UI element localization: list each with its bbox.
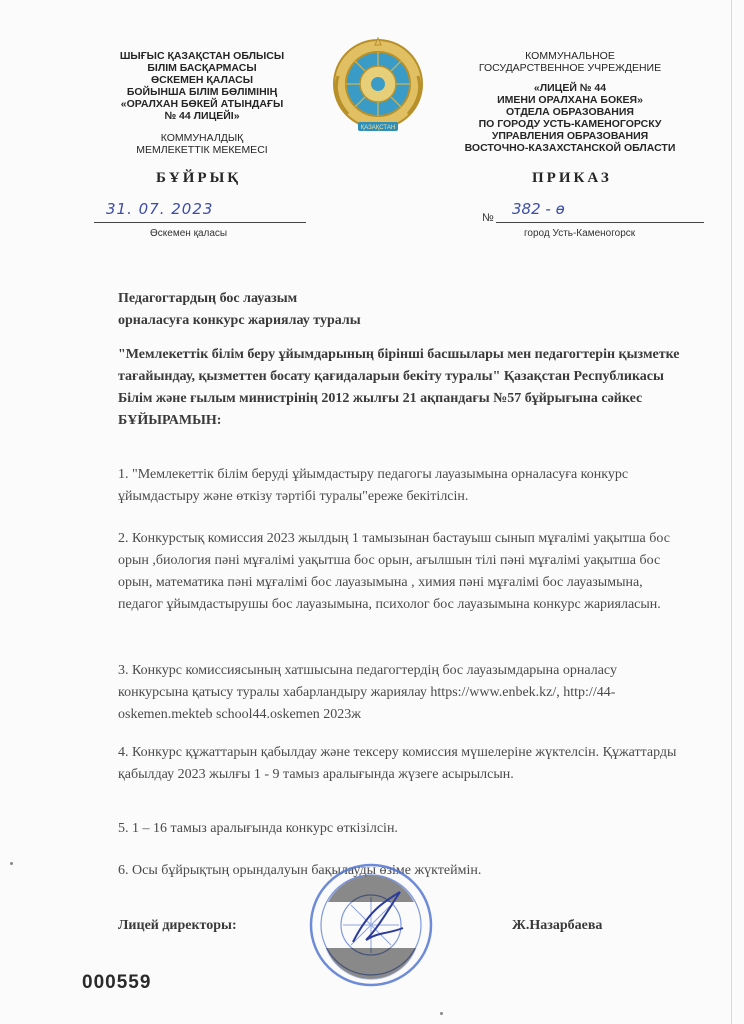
place-ru: город Усть-Каменогорск [524,228,636,239]
order-item: 1. "Мемлекеттік білім беруді ұйымдастыру педагогы лауазымына орналасуға конкурс ұйымдастыру және өткізу тәртібі туралы"ереже бекітілсін. [118,467,629,504]
signature-name: Ж.Назарбаева [512,918,603,933]
order-preamble [118,344,688,432]
header-right-bold-line: «ЛИЦЕЙ № 44 [533,82,607,94]
serial-number: 000559 [82,972,152,993]
official-stamp-icon [308,862,434,988]
order-word: БҰЙЫРАМЫН: [118,413,222,428]
order-item: 3. Конкурс комиссиясының хатшысына педагогтердің бос лауазымдарына орналасу конкурсына қатысу туралы хабарландыру жариялау https://www.enbek.kz/, http://44-oskemen.mekteb school44.oskemen 2023ж [118,663,617,722]
scan-edge-line [731,0,732,1024]
header-right-ru [450,50,690,154]
header-right-bold-line: ОТДЕЛА ОБРАЗОВАНИЯ [506,106,634,118]
header-left-line: БОЙЫНША БІЛІМ БӨЛІМІНІҢ [126,86,278,98]
scan-speck [440,1012,443,1015]
header-left-line: «ОРАЛХАН БӨКЕЙ АТЫНДАҒЫ [120,98,284,110]
number-underline [496,222,704,223]
place-kz: Өскемен қаласы [150,228,228,239]
preamble-text: "Мемлекеттік білім беру ұйымдарының бірінші басшылары мен педагогтерін қызметке тағайындау, қызметтен босату қағидаларын бекіту туралы" Қазақстан Республикасы Білім және ғылым министрінің 2012 жылғы 21 ақпандағы №57 бұйрығына сәйкес [118,347,680,406]
order-item: 2. Конкурстық комиссия 2023 жылдың 1 тамызынан бастауыш сынып мұғалімі уақытша бос орын ,биология пәні мұғалімі уақытша бос орын, ағылшын тілі пәні мұғалімі уақытша бос орын, математика пәні мұғалімі бос лауазымына , химия пәні мұғалімі бос лауазымына, педагог ұйымдастырушы бос лауазымына, психолог бос лауазымына конкурс жарияласын. [118,531,670,612]
header-left-line: № 44 ЛИЦЕЙІ» [164,110,240,122]
header-left-sub-line: КОММУНАЛДЫҚ [160,132,244,144]
header-right-bold-line: ПО ГОРОДУ УСТЬ-КАМЕНОГОРСКУ [478,118,662,130]
header-left-sub-line: МЕМЛЕКЕТТІК МЕКЕМЕСІ [136,144,268,156]
order-item: 5. 1 – 16 тамыз аралығында конкурс өткізілсін. [118,821,398,836]
subject-line: орналасуға конкурс жариялау туралы [118,313,361,328]
scan-speck [10,862,13,865]
order-subject [118,288,518,332]
kazakhstan-emblem-icon [328,36,428,136]
handwritten-number: 382 - ө [512,200,565,218]
date-underline [94,222,306,223]
order-title-kz: БҰЙРЫҚ [156,170,242,186]
header-right-bold-line: ВОСТОЧНО-КАЗАХСТАНСКОЙ ОБЛАСТИ [464,142,676,154]
header-right-bold-line: УПРАВЛЕНИЯ ОБРАЗОВАНИЯ [491,130,649,142]
header-right-line: ГОСУДАРСТВЕННОЕ УЧРЕЖДЕНИЕ [478,62,662,74]
handwritten-date: 31. 07. 2023 [106,200,214,218]
signature-title: Лицей директоры: [118,918,237,933]
header-left-line: ШЫҒЫС ҚАЗАҚСТАН ОБЛЫСЫ [119,50,285,62]
header-left-subtitle [92,132,312,156]
order-item: 4. Конкурс құжаттарын қабылдау және тексеру комиссия мүшелеріне жүктелсін. Құжаттарды қабылдау 2023 жылғы 1 - 9 тамыз аралығында жүзеге асырылсын. [118,745,677,782]
header-left-kz [92,50,312,156]
order-title-ru: ПРИКАЗ [532,170,612,186]
emblem-caption: ҚАЗАҚСТАН [360,125,396,131]
subject-line: Педагогтардың бос лауазым [118,291,298,306]
order-item: 6. Осы бұйрықтың орындалуын бақылауды өзіме жүктеймін. [118,863,482,878]
header-right-line: КОММУНАЛЬНОЕ [525,50,615,62]
header-right-bold-line: ИМЕНИ ОРАЛХАНА БОКЕЯ» [497,94,643,106]
header-left-line: БІЛІМ БАСҚАРМАСЫ [147,62,257,74]
number-label: № [482,212,494,224]
header-left-line: ӨСКЕМЕН ҚАЛАСЫ [150,74,254,86]
